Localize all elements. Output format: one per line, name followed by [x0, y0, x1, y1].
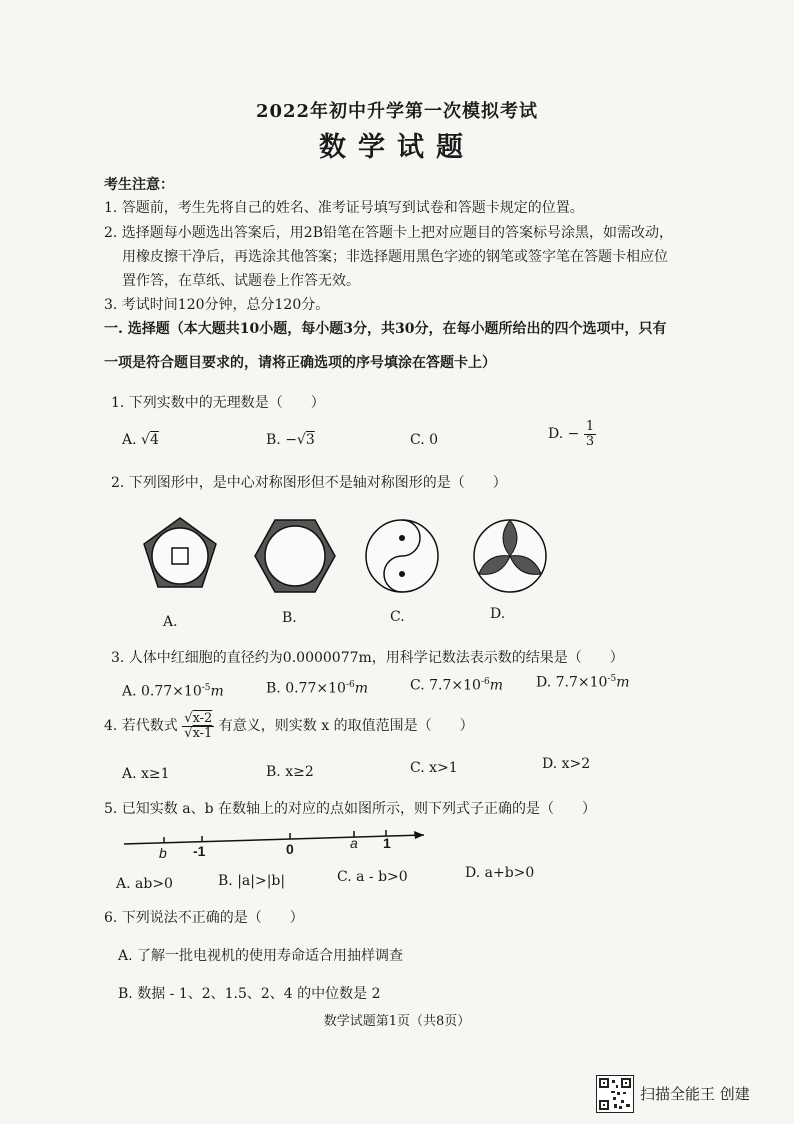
question-stem: 4. 若代数式 $\frac{√x-2}{√x-1}$ 有意义，则实数 x 的取值范围是（ ） [104, 711, 474, 741]
notice-item: 1. 答题前，考生先将自己的姓名、准考证号填写到试卷和答题卡规定的位置。 [104, 200, 584, 216]
option-d: D. − $\frac{1}{3}$ [548, 419, 595, 449]
figure-d-petals [474, 520, 546, 592]
exam-title: 2022年初中升学第一次模拟考试 [255, 101, 539, 122]
question-stem: 3. 人体中红细胞的直径约为0.0000077m，用科学记数法表示数的结果是（ ） [111, 650, 624, 666]
q2-figures [140, 510, 560, 605]
option-d: D. a+b>0 [465, 865, 535, 881]
figure-a-pentagon [144, 518, 216, 587]
notice-item: 3. 考试时间120分钟，总分120分。 [104, 297, 330, 313]
option-b: B. |a|>|b| [218, 873, 286, 889]
figure-c-taiji [366, 520, 438, 592]
option-b: B. x≥2 [266, 764, 314, 780]
notice-item: 置作答，在草纸、试题卷上作答无效。 [122, 273, 360, 289]
option-d: D. $7.7\times 10^{-5}m$ [536, 674, 630, 691]
axis-label-minus-one: -1 [193, 843, 206, 859]
axis-label-b: b [159, 845, 167, 861]
axis-label-zero: 0 [286, 841, 294, 857]
option-a: A. 了解一批电视机的使用寿命适合用抽样调查 [118, 948, 404, 964]
scanner-watermark: 扫描全能王 创建 [640, 1085, 750, 1103]
option-d: D. x>2 [542, 756, 591, 772]
figure-label: B. [282, 610, 297, 626]
option-b: B. −√3 [266, 432, 315, 448]
option-b: B. $0.77\times 10^{-6}m$ [266, 680, 368, 697]
option-b: B. 数据 - 1、2、1.5、2、4 的中位数是 2 [118, 986, 381, 1002]
question-stem: 2. 下列图形中，是中心对称图形但不是轴对称图形的是（ ） [111, 475, 507, 491]
option-c: C. $7.7\times 10^{-6}m$ [410, 677, 503, 694]
section-heading: 一. 选择题（本大题共10小题，每小题3分，共30分，在每小题所给出的四个选项中，只有 [104, 321, 667, 337]
figure-label: A. [163, 614, 178, 630]
option-a: A. √4 [122, 432, 159, 448]
figure-label: D. [490, 606, 506, 622]
question-stem: 1. 下列实数中的无理数是（ ） [111, 395, 325, 411]
page-footer: 数学试题第1页（共8页） [323, 1014, 471, 1029]
question-stem: 5. 已知实数 a、b 在数轴上的对应的点如图所示，则下列式子正确的是（ ） [104, 801, 597, 817]
figure-b-hexagon [255, 520, 335, 592]
option-a: A. ab>0 [116, 876, 173, 892]
axis-label-one: 1 [383, 835, 391, 851]
option-c: C. x>1 [410, 760, 458, 776]
axis-label-a: a [350, 835, 358, 851]
option-a: A. x≥1 [122, 766, 170, 782]
option-c: C. a - b>0 [337, 869, 408, 885]
notice-heading: 考生注意： [104, 177, 174, 193]
question-stem: 6. 下列说法不正确的是（ ） [104, 910, 304, 926]
figure-label: C. [390, 609, 405, 625]
option-a: A. $0.77\times 10^{-5}m$ [122, 683, 224, 700]
notice-item: 2. 选择题每小题选出答案后，用2B铅笔在答题卡上把对应题目的答案标号涂黑，如需改动， [104, 225, 674, 241]
section-heading-cont: 一项是符合题目要求的，请将正确选项的序号填涂在答题卡上） [104, 355, 496, 371]
option-c: C. 0 [410, 432, 439, 448]
exam-subject: 数学试题 [319, 132, 475, 163]
notice-item: 用橡皮擦干净后，再选涂其他答案；非选择题用黑色字迹的钢笔或签字笔在答题卡相应位 [122, 249, 668, 265]
qr-code-icon [596, 1075, 634, 1113]
